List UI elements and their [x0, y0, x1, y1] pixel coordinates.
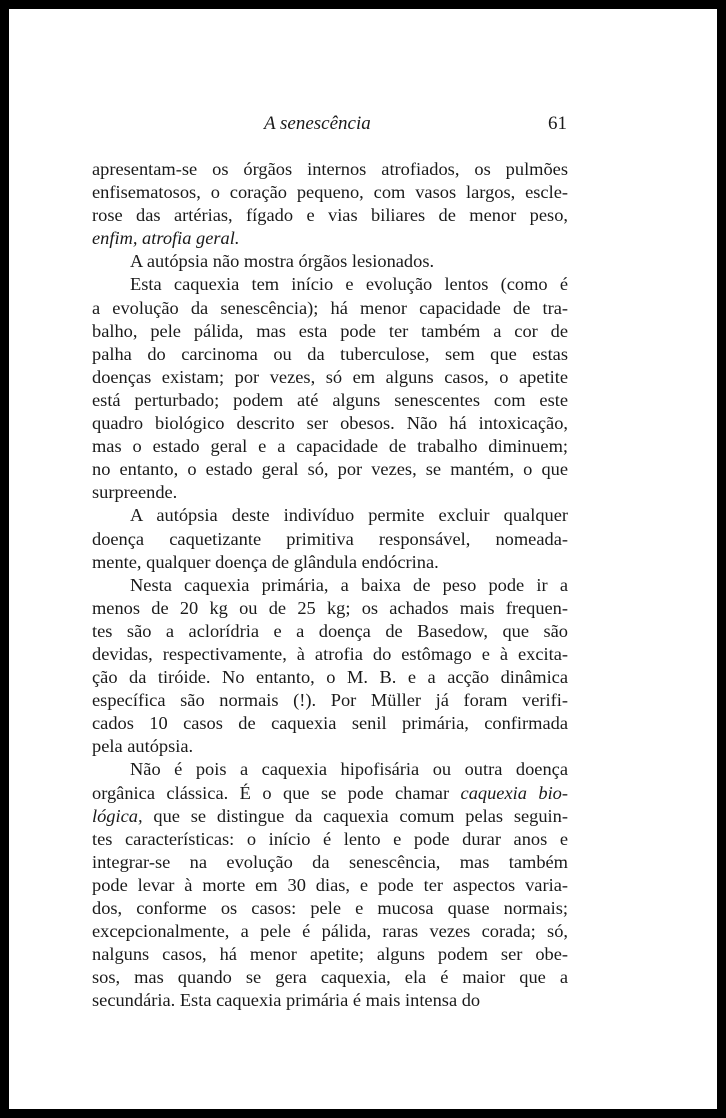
- text-segment: dos, conforme os casos: pele e mucosa quase normais;: [92, 898, 568, 918]
- text-line: [92, 943, 568, 966]
- text-segment: sos, mas quando se gera caquexia, ela é maior que a: [92, 967, 568, 988]
- text-segment: tes características: o início é lento e pode durar anos e: [92, 828, 568, 849]
- text-segment: quadro biológico descrito ser obesos. Não há intoxicação,: [92, 413, 568, 434]
- text-segment: nalguns casos, há menor apetite; alguns podem ser obe-: [92, 944, 568, 965]
- text-line: [92, 412, 568, 435]
- text-line: [92, 481, 568, 504]
- text-segment: enfisematosos, o coração pequeno, com vasos largos, escle-: [92, 182, 568, 203]
- text-line: [92, 158, 568, 181]
- page-number: 61: [548, 113, 567, 134]
- text-segment: integrar-se na evolução da senescência, mas também: [92, 851, 568, 872]
- text-line: [92, 181, 568, 204]
- text-segment: no entanto, o estado geral só, por vezes, se mantém, o que: [92, 459, 568, 480]
- text-line: [92, 528, 568, 551]
- text-line: [92, 389, 568, 412]
- text-segment: que se distingue da caquexia comum pelas seguin-: [142, 805, 568, 826]
- text-segment: mente, qualquer doença de glândula endócrina.: [92, 551, 439, 572]
- body-text: [92, 158, 568, 1012]
- italic-text: caquexia bio-: [460, 782, 569, 803]
- text-line: [92, 227, 568, 250]
- text-segment: mas o estado geral e a capacidade de trabalho diminuem;: [92, 436, 568, 457]
- text-line: [92, 551, 568, 574]
- italic-text: lógica,: [92, 805, 143, 826]
- text-line: [92, 689, 568, 712]
- text-segment: Não é pois a caquexia hipofisária ou outra doença: [130, 759, 568, 780]
- paragraph: [92, 158, 568, 250]
- text-segment: pela autópsia.: [92, 736, 194, 757]
- text-line: [92, 897, 568, 920]
- book-page: [9, 9, 717, 1109]
- text-segment: orgânica clássica. É o que se pode chamar: [92, 782, 461, 803]
- text-line: [92, 366, 568, 389]
- text-line: [92, 574, 568, 597]
- text-segment: excepcionalmente, a pele é pálida, raras vezes corada; só,: [92, 921, 568, 942]
- text-segment: rose das artérias, fígado e vias biliares de menor peso,: [92, 205, 568, 226]
- text-line: [92, 250, 568, 273]
- text-line: [92, 297, 568, 320]
- text-segment: Nesta caquexia primária, a baixa de peso pode ir a: [130, 574, 568, 595]
- text-segment: A autópsia não mostra órgãos lesionados.: [130, 251, 435, 272]
- paragraph: [92, 250, 568, 273]
- text-line: [92, 758, 568, 781]
- text-line: [92, 343, 568, 366]
- text-segment: Esta caquexia tem início e evolução lentos (como é: [130, 274, 568, 295]
- text-segment: cados 10 casos de caquexia senil primária, confirmada: [92, 713, 568, 734]
- italic-text: enfim, atrofia geral.: [92, 228, 240, 249]
- text-segment: ção da tiróide. No entanto, o M. B. e a acção dinâmica: [92, 667, 568, 688]
- text-line: [92, 966, 568, 989]
- text-segment: apresentam-se os órgãos internos atrofiados, os pulmões: [92, 159, 568, 179]
- text-line: [92, 204, 568, 227]
- text-line: [92, 874, 568, 897]
- text-line: [92, 643, 568, 666]
- page-header: [9, 113, 717, 143]
- text-segment: A autópsia deste indivíduo permite excluir qualquer: [130, 505, 568, 526]
- text-segment: palha do carcinoma ou da tuberculose, sem que estas: [92, 343, 568, 364]
- text-line: [92, 828, 568, 851]
- text-line: [92, 735, 568, 758]
- text-segment: devidas, respectivamente, à atrofia do estômago e à excita-: [92, 643, 568, 664]
- text-line: [92, 504, 568, 527]
- text-line: [92, 435, 568, 458]
- text-segment: doença caquetizante primitiva responsável, nomeada-: [92, 528, 568, 549]
- text-line: [92, 989, 568, 1012]
- text-line: [92, 320, 568, 343]
- text-segment: menos de 20 kg ou de 25 kg; os achados mais frequen-: [92, 597, 568, 618]
- text-segment: balho, pele pálida, mas esta pode ter também a cor de: [92, 320, 568, 341]
- text-line: [92, 805, 568, 828]
- running-title: A senescência: [264, 113, 371, 134]
- text-line: [92, 620, 568, 643]
- text-line: [92, 273, 568, 296]
- text-line: [92, 782, 568, 805]
- text-line: [92, 851, 568, 874]
- paragraph: [92, 504, 568, 573]
- text-segment: secundária. Esta caquexia primária é mais intensa do: [92, 990, 481, 1011]
- text-line: [92, 920, 568, 943]
- paragraph: [92, 273, 568, 504]
- text-line: [92, 458, 568, 481]
- text-segment: a evolução da senescência); há menor capacidade de tra-: [92, 297, 568, 318]
- text-segment: doenças existam; por vezes, só em alguns casos, o apetite: [92, 366, 568, 387]
- paragraph: [92, 574, 568, 759]
- text-line: [92, 597, 568, 620]
- text-line: [92, 666, 568, 689]
- text-segment: tes são a aclorídria e a doença de Basedow, que são: [92, 620, 568, 641]
- text-segment: específica são normais (!). Por Müller já foram verifi-: [92, 690, 568, 711]
- text-segment: surpreende.: [92, 482, 178, 503]
- text-line: [92, 712, 568, 735]
- text-segment: pode levar à morte em 30 dias, e pode ter aspectos varia-: [92, 874, 568, 895]
- text-segment: está perturbado; podem até alguns senescentes com este: [92, 389, 568, 410]
- paragraph: [92, 758, 568, 1012]
